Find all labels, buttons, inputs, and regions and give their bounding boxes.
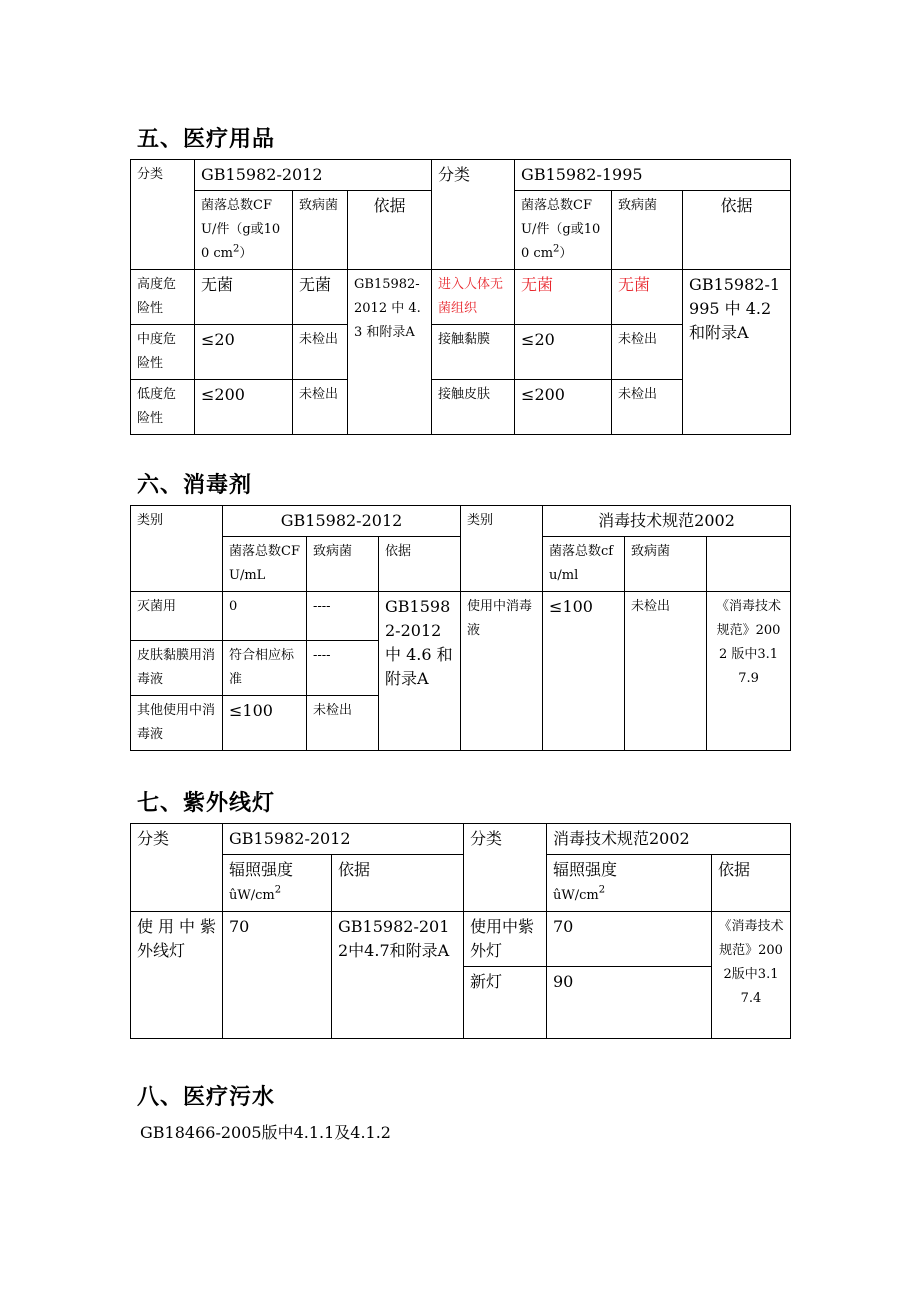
cell-count-b: 无菌: [515, 270, 612, 325]
basis-b: GB15982-1995 中 4.2 和附录A: [683, 270, 791, 435]
cell-count: ≤200: [195, 380, 293, 435]
cell-category-b: 进入人体无菌组织: [432, 270, 515, 325]
cell-pathogen: 无菌: [293, 270, 348, 325]
pathogen-header-b: 致病菌: [625, 537, 707, 592]
cell-pathogen-b: 无菌: [612, 270, 683, 325]
cell-pathogen-b: 未检出: [612, 380, 683, 435]
category-b: 使用中消毒液: [461, 592, 543, 751]
class-header-a: 分类: [131, 160, 195, 270]
row-label: 中度危险性: [131, 325, 195, 380]
cell-count-b: ≤200: [515, 380, 612, 435]
irradiance-header-b: 辐照强度 $ûW/cm^2$: [547, 855, 712, 912]
class-header-b: 分类: [432, 160, 515, 270]
category-header-b: 类别: [461, 506, 543, 592]
count-b: ≤100: [543, 592, 625, 751]
pathogen-header-a: 致病菌: [293, 191, 348, 270]
irradiance-b: 70: [547, 912, 712, 967]
cell-pathogen: 未检出: [293, 380, 348, 435]
standard-a-header: GB15982-2012: [195, 160, 432, 191]
cell-count-b: ≤20: [515, 325, 612, 380]
cell-pathogen: 未检出: [293, 325, 348, 380]
cell-count: ≤20: [195, 325, 293, 380]
basis-header-b-empty: [707, 537, 791, 592]
section-title-disinfectant: 六、消毒剂: [137, 473, 253, 498]
row-label-b: 新灯: [464, 967, 547, 1039]
row-label: 低度危险性: [131, 380, 195, 435]
basis-header-a: 依据: [332, 855, 464, 912]
category-header-a: 类别: [131, 506, 223, 592]
pathogen-header-b: 致病菌: [612, 191, 683, 270]
basis-b: 《消毒技术规范》2002 版中3.17.9: [707, 592, 791, 751]
count-header-b: 菌落总数cfu/ml: [543, 537, 625, 592]
uv-lamp-table: [130, 823, 791, 1039]
row-label: 灭菌用: [131, 592, 223, 641]
section-title-uv-lamp: 七、紫外线灯: [137, 791, 276, 816]
cell-pathogen-b: 未检出: [612, 325, 683, 380]
standard-a-header: GB15982-2012: [223, 824, 464, 855]
row-label: 其他使用中消毒液: [131, 696, 223, 751]
row-label-b: 使用中紫外灯: [464, 912, 547, 967]
cell-pathogen: ----: [307, 641, 379, 696]
class-header-b: 分类: [464, 824, 547, 912]
row-label-a: 使用中紫外线灯: [131, 912, 223, 1039]
irradiance-a: 70: [223, 912, 332, 1039]
cell-count: 符合相应标准: [223, 641, 307, 696]
basis-a: GB15982-2012中4.7和附录A: [332, 912, 464, 1039]
standard-b-header: GB15982-1995: [515, 160, 791, 191]
disinfectant-table: [130, 505, 791, 751]
basis-header-a: 依据: [379, 537, 461, 592]
section-title-medical-supplies: 五、医疗用品: [137, 127, 276, 152]
basis-a: GB15982-2012 中 4.3 和附录A: [348, 270, 432, 435]
cell-category-b: 接触黏膜: [432, 325, 515, 380]
cell-pathogen: 未检出: [307, 696, 379, 751]
basis-header-a: 依据: [348, 191, 432, 270]
class-header-a: 分类: [131, 824, 223, 912]
standard-b-header: 消毒技术规范2002: [543, 506, 791, 537]
count-header-a: 菌落总数CFU/mL: [223, 537, 307, 592]
medical-supplies-table: [130, 159, 791, 435]
basis-a: GB15982-2012 中 4.6 和附录A: [379, 592, 461, 751]
cell-category-b: 接触皮肤: [432, 380, 515, 435]
irradiance-b: 90: [547, 967, 712, 1039]
basis-header-b: 依据: [683, 191, 791, 270]
basis-header-b: 依据: [712, 855, 791, 912]
basis-b: 《消毒技术规范》2002版中3.17.4: [712, 912, 791, 1039]
standard-a-header: GB15982-2012: [223, 506, 461, 537]
cell-count: ≤100: [223, 696, 307, 751]
count-header-a: 菌落总数CFU/件（g或100 $cm^2$）: [195, 191, 293, 270]
cell-count: 无菌: [195, 270, 293, 325]
row-label: 高度危险性: [131, 270, 195, 325]
cell-count: 0: [223, 592, 307, 641]
standard-b-header: 消毒技术规范2002: [547, 824, 791, 855]
row-label: 皮肤黏膜用消毒液: [131, 641, 223, 696]
cell-pathogen: ----: [307, 592, 379, 641]
sewage-standard-text: GB18466-2005版中4.1.1及4.1.2: [140, 1123, 391, 1142]
irradiance-header-a: 辐照强度 $ûW/cm^2$: [223, 855, 332, 912]
count-header-b: 菌落总数CFU/件（g或100 $cm^2$）: [515, 191, 612, 270]
pathogen-header-a: 致病菌: [307, 537, 379, 592]
section-title-medical-sewage: 八、医疗污水: [137, 1085, 276, 1110]
pathogen-b: 未检出: [625, 592, 707, 751]
